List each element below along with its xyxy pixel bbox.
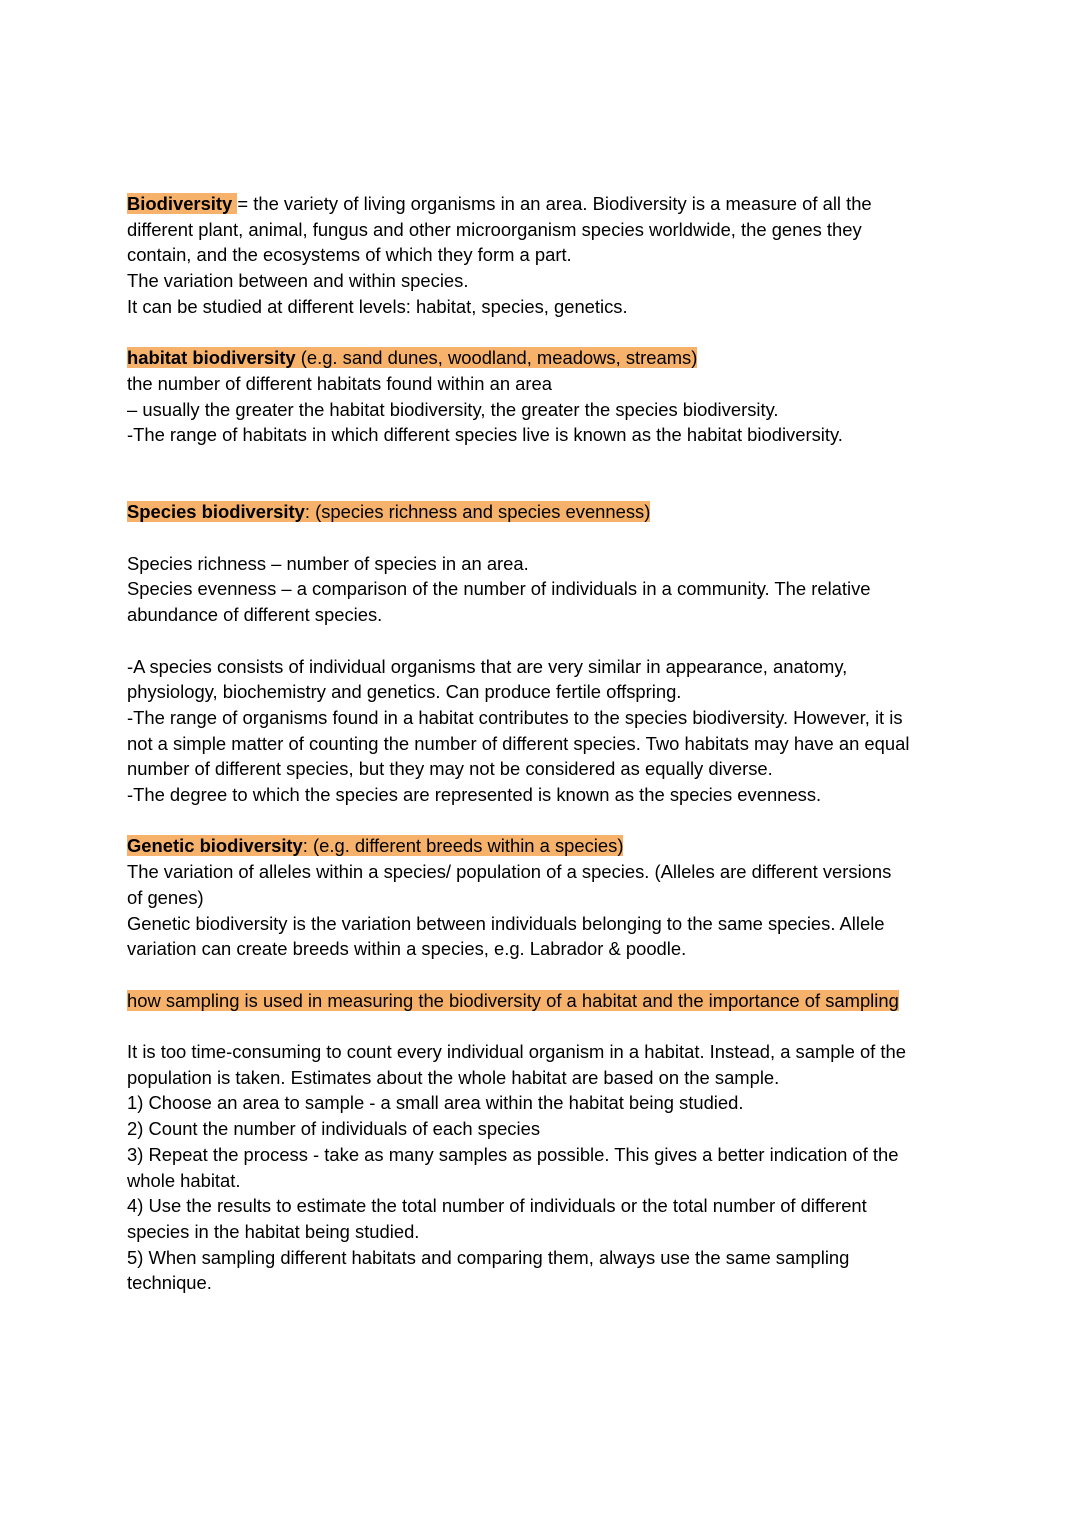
spacer	[127, 474, 967, 500]
species-paragraph-2-line-3: number of different species, but they may not be considered as equally diverse.	[127, 758, 773, 780]
sampling-step-5-line-2: technique.	[127, 1272, 212, 1294]
biodiversity-term: Biodiversity	[127, 193, 238, 214]
spacer	[127, 962, 967, 988]
spacer	[127, 808, 967, 834]
sampling-step-3-line-1: 3) Repeat the process - take as many samples as possible. This gives a better indication of the	[127, 1143, 899, 1165]
genetic-section	[127, 833, 967, 962]
sampling-step-3-line-2: whole habitat.	[127, 1169, 241, 1191]
genetic-heading-example: : (e.g. different breeds within a species)	[302, 835, 624, 857]
species-heading-term: Species biodiversity	[127, 501, 305, 523]
species-section	[127, 499, 967, 807]
sampling-step-1: 1) Choose an area to sample - a small area within the habitat being studied.	[127, 1092, 744, 1114]
spacer	[127, 1013, 967, 1039]
habitat-heading-term: habitat biodiversity	[127, 347, 296, 369]
species-paragraph-2-line-1: -The range of organisms found in a habitat contributes to the species biodiversity. However, it is	[127, 706, 903, 728]
biodiversity-line-2: different plant, animal, fungus and other microorganism species worldwide, the genes they	[127, 218, 862, 240]
genetic-line-3: Genetic biodiversity is the variation between individuals belonging to the same species. Allele	[127, 912, 885, 934]
biodiversity-line-4: The variation between and within species.	[127, 270, 469, 292]
genetic-line-2: of genes)	[127, 886, 204, 908]
habitat-heading-examples: (e.g. sand dunes, woodland, meadows, streams)	[295, 347, 698, 369]
genetic-line-4: variation can create breeds within a species, e.g. Labrador & poodle.	[127, 938, 687, 960]
species-paragraph-3-line-1: -The degree to which the species are represented is known as the species evenness.	[127, 784, 822, 806]
sampling-intro-line-2: population is taken. Estimates about the whole habitat are based on the sample.	[127, 1066, 780, 1088]
biodiversity-section	[127, 191, 967, 320]
sampling-section	[127, 988, 967, 1296]
species-paragraph-2-line-2: not a simple matter of counting the number of different species. Two habitats may have an equal	[127, 732, 910, 754]
species-heading	[127, 499, 967, 525]
biodiversity-definition-line	[127, 191, 967, 217]
species-heading-subtitle: : (species richness and species evenness)	[304, 501, 651, 523]
sampling-step-4-line-2: species in the habitat being studied.	[127, 1221, 420, 1242]
habitat-line-1: the number of different habitats found within an area	[127, 372, 552, 394]
habitat-section	[127, 345, 967, 448]
species-richness: Species richness – number of species in an area.	[127, 552, 529, 574]
sampling-step-4-line-1: 4) Use the results to estimate the total number of individuals or the total number of different	[127, 1195, 867, 1217]
sampling-intro-line-1: It is too time-consuming to count every individual organism in a habitat. Instead, a sample of the	[127, 1041, 906, 1063]
genetic-heading	[127, 833, 967, 859]
species-evenness-line-1: Species evenness – a comparison of the number of individuals in a community. The relative	[127, 578, 871, 600]
genetic-heading-term: Genetic biodiversity	[127, 835, 303, 857]
document-body	[127, 191, 967, 1296]
species-paragraph-1-line-1: -A species consists of individual organisms that are very similar in appearance, anatomy,	[127, 655, 848, 677]
sampling-step-5-line-1: 5) When sampling different habitats and comparing them, always use the same sampling	[127, 1246, 850, 1268]
biodiversity-definition: = the variety of living organisms in an area. Biodiversity is a measure of all the	[237, 193, 872, 214]
spacer	[127, 320, 967, 346]
biodiversity-line-5: It can be studied at different levels: habitat, species, genetics.	[127, 295, 628, 317]
species-evenness-line-2: abundance of different species.	[127, 604, 383, 626]
habitat-heading	[127, 345, 967, 371]
sampling-heading	[127, 988, 967, 1014]
sampling-heading-text: how sampling is used in measuring the biodiversity of a habitat and the importance of sampling	[127, 989, 899, 1011]
habitat-line-2: – usually the greater the habitat biodiversity, the greater the species biodiversity.	[127, 398, 779, 420]
genetic-line-1: The variation of alleles within a species/ population of a species. (Alleles are different versions	[127, 861, 892, 883]
habitat-line-3: -The range of habitats in which different species live is known as the habitat biodiversity.	[127, 424, 843, 446]
spacer	[127, 448, 967, 474]
species-paragraph-1-line-2: physiology, biochemistry and genetics. Can produce fertile offspring.	[127, 681, 682, 703]
spacer	[127, 628, 967, 654]
spacer	[127, 525, 967, 551]
sampling-step-2: 2) Count the number of individuals of each species	[127, 1118, 541, 1140]
biodiversity-line-3: contain, and the ecosystems of which they form a part.	[127, 244, 572, 266]
